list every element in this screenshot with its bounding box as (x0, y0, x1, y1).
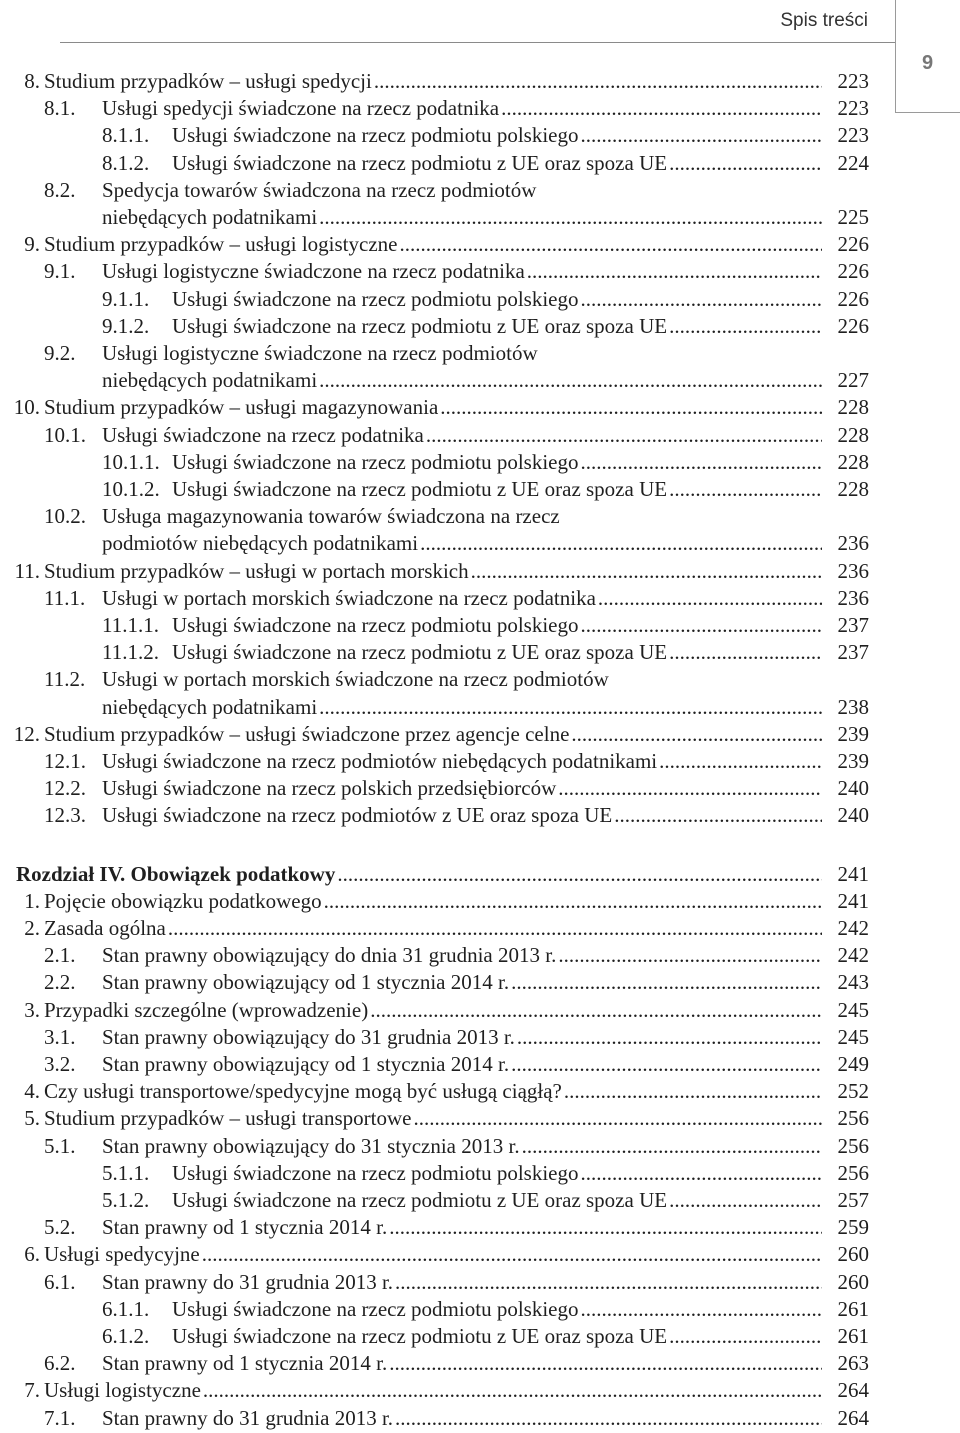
dot-leader (571, 721, 822, 748)
toc-entry-title: Usługi świadczone na rzecz podmiotu z UE oraz spoza UE (172, 1188, 668, 1212)
toc-entry-title-group (102, 204, 826, 231)
toc-entry[interactable] (0, 1296, 960, 1323)
toc-entry-page: 242 (837, 916, 869, 940)
dot-leader (399, 231, 822, 258)
toc-entry-number: 6.2. (44, 1351, 76, 1376)
toc-entry[interactable] (0, 639, 960, 666)
toc-entry-title: Studium przypadków – usługi magazynowania (44, 395, 439, 420)
toc-entry-title-group (102, 666, 826, 693)
toc-entry-title: Studium przypadków – usługi świadczone przez agencje celne (44, 721, 570, 746)
toc-entry[interactable] (0, 1051, 960, 1078)
toc-entry-title: Studium przypadków – usługi logistyczne (44, 232, 398, 257)
toc-entry-page: 226 (837, 286, 869, 311)
dot-leader (413, 1105, 822, 1132)
toc-entry-number: 4. (24, 1079, 40, 1104)
toc-entry[interactable] (0, 1133, 960, 1160)
toc-entry-title: Usługi świadczone na rzecz podmiotu z UE oraz spoza UE (172, 640, 668, 665)
toc-entry-number: 10.1.1. (102, 449, 160, 474)
toc-entry-title: Stan prawny obowiązujący do 31 grudnia 2013 r. (102, 1024, 515, 1049)
toc-entry[interactable] (0, 150, 960, 177)
toc-entry-title-group (102, 340, 826, 367)
toc-entry-title-group (102, 694, 826, 721)
dot-leader (374, 68, 822, 95)
toc-entry-page: 228 (837, 449, 869, 474)
toc-entry-number: 11.2. (44, 667, 86, 692)
toc-entry-number: 5.1.1. (102, 1160, 150, 1185)
toc-entry-number: 11.1.2. (102, 640, 159, 665)
toc-entry[interactable] (0, 1214, 960, 1241)
toc-entry-page: 223 (837, 69, 869, 93)
dot-leader (440, 394, 822, 421)
toc-entry-page: 245 (837, 997, 869, 1022)
toc-entry-title-group (102, 775, 826, 802)
toc-entry-number: 2.2. (44, 970, 76, 995)
toc-entry-page: 238 (837, 694, 869, 719)
toc-entry-title: Studium przypadków – usługi w portach morskich (44, 558, 469, 583)
dot-leader (319, 694, 822, 721)
toc-entry-page: 263 (837, 1351, 869, 1376)
toc-entry-title: Spedycja towarów świadczona na rzecz podmiotów (102, 177, 537, 202)
toc-entry-page: 227 (837, 368, 869, 393)
toc-entry-title-group (44, 231, 826, 258)
toc-entry-title-group (102, 258, 826, 285)
toc-entry-title-group (102, 1350, 826, 1377)
toc-entry-title: Usługi świadczone na rzecz podmiotów niebędących podatnikami (102, 749, 658, 773)
dot-leader (669, 639, 822, 666)
toc-entry-page: 226 (837, 313, 869, 338)
toc-entry-number: 11.1.1. (102, 613, 159, 637)
toc-entry-title: Usługi świadczone na rzecz podmiotu polskiego (172, 123, 579, 148)
toc-entry-number: 11. (14, 558, 40, 583)
dot-leader (580, 1296, 822, 1323)
toc-entry-title: Usługi świadczone na rzecz podmiotu polskiego (172, 1296, 579, 1321)
toc-entry-number: 11.1. (44, 585, 86, 610)
dot-leader (202, 1241, 822, 1268)
toc-entry-page: 259 (837, 1215, 869, 1240)
toc-entry-page: 223 (837, 96, 869, 121)
dot-leader (659, 748, 822, 775)
dot-leader (395, 1405, 822, 1432)
toc-entry-number: 8. (24, 69, 40, 93)
toc-entry[interactable] (0, 1241, 960, 1268)
toc-entry-number: 9.1.2. (102, 313, 150, 338)
dot-leader (426, 422, 822, 449)
toc-entry-title: Stan prawny obowiązujący od 1 stycznia 2014 r. (102, 1052, 510, 1076)
toc-entry-title: Usługi świadczone na rzecz podmiotu polskiego (172, 449, 579, 474)
toc-entry[interactable] (0, 286, 960, 313)
toc-entry-title: Stan prawny obowiązujący do dnia 31 grudnia 2013 r. (102, 943, 557, 968)
toc-entry-title-group (44, 1241, 826, 1268)
toc-entry-title-group (102, 422, 826, 449)
dot-leader (319, 367, 822, 394)
dot-leader (203, 1377, 822, 1404)
dot-leader (517, 1024, 822, 1051)
toc-entry-page: 260 (837, 1269, 869, 1294)
toc-entry-title-group (102, 530, 826, 557)
dot-leader (558, 775, 822, 802)
toc-entry-title: Usługi świadczone na rzecz podmiotu polskiego (172, 286, 579, 311)
toc-entry-title: podmiotów niebędących podatnikami (102, 531, 419, 556)
dot-leader (527, 258, 822, 285)
dot-leader (580, 449, 822, 476)
toc-entry-number: 3. (24, 997, 40, 1022)
dot-leader (168, 915, 822, 942)
toc-entry[interactable] (0, 915, 960, 942)
toc-entry-title: Stan prawny od 1 stycznia 2014 r. (102, 1351, 388, 1376)
toc-entry-page: 228 (837, 422, 869, 447)
toc-entry-title-group (102, 95, 826, 122)
toc-entry-title: Usługa magazynowania towarów świadczona na rzecz (102, 504, 560, 529)
toc-entry-page: 243 (837, 970, 869, 995)
dot-leader (669, 313, 822, 340)
toc-entry-number: 12.2. (44, 776, 86, 801)
toc-entry[interactable] (0, 775, 960, 802)
toc-entry-number: 1. (24, 888, 40, 913)
toc-entry-title-group (44, 1078, 826, 1105)
toc-entry-title: Usługi logistyczne świadczone na rzecz podatnika (102, 259, 525, 284)
toc-entry[interactable] (0, 340, 960, 367)
toc-entry-page: 252 (837, 1079, 869, 1104)
toc-entry[interactable] (0, 969, 960, 996)
toc-entry-title: Pojęcie obowiązku podatkowego (44, 888, 322, 913)
dot-leader (522, 1133, 822, 1160)
toc-entry-title: Usługi świadczone na rzecz podmiotu z UE oraz spoza UE (172, 313, 668, 338)
toc-entry[interactable] (0, 1187, 960, 1214)
toc-entry-title: Usługi logistyczne świadczone na rzecz podmiotów (102, 341, 538, 365)
toc-entry-number: 6.1.1. (102, 1296, 150, 1321)
toc-entry-title: niebędących podatnikami (102, 205, 318, 229)
toc-entry[interactable] (0, 177, 960, 204)
toc-entry-title: Usługi świadczone na rzecz podmiotu polskiego (172, 613, 579, 637)
toc-entry-title-group (44, 721, 826, 748)
toc-entry-title-group (102, 802, 826, 829)
toc-entry[interactable] (0, 1160, 960, 1187)
toc-entry-page: 226 (837, 232, 869, 257)
dot-leader (558, 942, 822, 969)
toc-entry[interactable] (0, 1405, 960, 1432)
toc-entry-title-group (44, 1105, 826, 1132)
toc-entry-title: Usługi w portach morskich świadczone na rzecz podmiotów (102, 667, 609, 692)
toc-entry-page: 242 (837, 943, 869, 968)
toc-entry-title: Usługi świadczone na rzecz podmiotu polskiego (172, 1160, 579, 1185)
dot-leader (580, 1160, 822, 1187)
toc-entry-number: 2.1. (44, 943, 76, 968)
toc-entry-title: niebędących podatnikami (102, 368, 318, 393)
dot-leader (511, 969, 822, 996)
toc-entry-page: 260 (837, 1242, 869, 1267)
toc-entry-number: 3.2. (44, 1052, 76, 1076)
toc-entry-title: Usługi świadczone na rzecz podatnika (102, 422, 424, 447)
toc-entry-title: Usługi w portach morskich świadczone na rzecz podatnika (102, 585, 596, 610)
toc-entry-title-group (102, 1051, 826, 1078)
toc-entry-number: 10. (13, 395, 40, 420)
toc-entry-title-group (44, 915, 826, 942)
toc-entry-page: 261 (837, 1296, 869, 1321)
toc-entry[interactable] (0, 1350, 960, 1377)
dot-leader (501, 95, 822, 122)
toc-entry-title: Stan prawny do 31 grudnia 2013 r. (102, 1405, 394, 1430)
toc-entry-page: 236 (837, 558, 869, 583)
toc-entry-title-group (44, 68, 826, 95)
toc-entry-title-group (172, 1187, 826, 1214)
toc-entry-title-group (102, 1269, 826, 1296)
toc-entry-number: 3.1. (44, 1024, 76, 1049)
toc-entry-title-group (102, 585, 826, 612)
page-number: 9 (921, 52, 934, 74)
toc-entry-number: 5.2. (44, 1215, 76, 1240)
toc-entry-title-group (172, 313, 826, 340)
toc-entry-title-group (44, 558, 826, 585)
toc-entry-title-group (172, 1296, 826, 1323)
toc-entry-title: Czy usługi transportowe/spedycyjne mogą być usługą ciągłą? (44, 1079, 562, 1104)
toc-entry[interactable] (0, 1078, 960, 1105)
toc-entry[interactable] (0, 422, 960, 449)
toc-entry[interactable] (0, 367, 960, 394)
toc-entry-title-group (102, 1214, 826, 1241)
toc-entry-title-group (102, 367, 826, 394)
toc-entry-page: 261 (837, 1324, 869, 1348)
toc-entry-number: 12.3. (44, 803, 86, 828)
toc-entry-title-group (172, 476, 826, 503)
toc-entry-title-group (102, 1024, 826, 1051)
toc-entry-title: Usługi świadczone na rzecz podmiotu z UE oraz spoza UE (172, 1324, 668, 1348)
dot-leader (389, 1214, 822, 1241)
toc-entry[interactable] (0, 313, 960, 340)
toc-entry[interactable] (0, 612, 960, 639)
dot-leader (395, 1269, 822, 1296)
dot-leader (580, 122, 822, 149)
toc-entry-number: 8.1.1. (102, 123, 150, 148)
toc-entry-title: Usługi świadczone na rzecz podmiotu z UE oraz spoza UE (172, 150, 668, 175)
toc-entry-page: 240 (837, 803, 869, 828)
toc-entry-number: 5. (24, 1106, 40, 1131)
toc-entry[interactable] (0, 802, 960, 829)
toc-entry-title-group (102, 942, 826, 969)
toc-entry[interactable] (0, 888, 960, 915)
running-header-title: Spis treści (780, 10, 868, 31)
dot-leader (614, 802, 822, 829)
toc-entry-page: 257 (837, 1188, 869, 1212)
toc-entry-title-group (172, 150, 826, 177)
toc-entry[interactable] (0, 1105, 960, 1132)
toc-entry[interactable] (0, 997, 960, 1024)
toc-entry[interactable] (0, 1323, 960, 1350)
toc-entry-title: Stan prawny obowiązujący od 1 stycznia 2014 r. (102, 970, 510, 995)
toc-entry-title: Usługi logistyczne (44, 1378, 201, 1403)
toc-entry-number: 9.2. (44, 341, 76, 365)
toc-entry[interactable] (0, 748, 960, 775)
toc-entry-page: 228 (837, 395, 869, 420)
toc-entry[interactable] (0, 1269, 960, 1296)
toc-entry-number: 9.1. (44, 259, 76, 284)
toc-entry-number: 12.1. (44, 749, 86, 773)
dot-leader (420, 530, 822, 557)
toc-entry-title: Stan prawny od 1 stycznia 2014 r. (102, 1215, 388, 1240)
toc-entry-number: 7.1. (44, 1405, 76, 1430)
toc-entry[interactable] (0, 231, 960, 258)
toc-entry-title-group (172, 286, 826, 313)
toc-entry-title: Stan prawny do 31 grudnia 2013 r. (102, 1269, 394, 1294)
toc-entry-page: 249 (837, 1052, 869, 1076)
toc-entry-title-group (44, 997, 826, 1024)
dot-leader (319, 204, 822, 231)
toc-entry[interactable] (0, 449, 960, 476)
dot-leader (669, 1187, 822, 1214)
toc-entry-title-group (102, 969, 826, 996)
toc-entry-number: 8.1.2. (102, 150, 150, 175)
toc-entry-page: 225 (837, 205, 869, 229)
toc-entry-page: 223 (837, 123, 869, 148)
toc-entry-title: Zasada ogólna (44, 916, 166, 940)
toc-entry-number: 6. (24, 1242, 40, 1267)
toc-entry-page: 240 (837, 776, 869, 801)
toc-entry[interactable] (0, 1377, 960, 1404)
toc-entry[interactable] (0, 122, 960, 149)
toc-entry-page: 237 (837, 613, 869, 637)
dot-leader (324, 888, 822, 915)
toc-entry-title: Usługi spedycyjne (44, 1242, 200, 1267)
toc-entry-title-group (172, 1323, 826, 1350)
toc-entry-title-group (102, 1405, 826, 1432)
toc-entry-page: 237 (837, 640, 869, 665)
toc-entry-title-group (102, 177, 826, 204)
toc-entry-title: Studium przypadków – usługi transportowe (44, 1106, 412, 1131)
toc-entry[interactable] (0, 942, 960, 969)
toc-entry-number: 5.1.2. (102, 1188, 150, 1212)
toc-entry-page: 236 (837, 531, 869, 556)
toc-entry[interactable] (0, 503, 960, 530)
toc-entry-page: 256 (837, 1106, 869, 1131)
toc-entry[interactable] (0, 861, 960, 888)
toc-entry[interactable] (0, 530, 960, 557)
toc-entry[interactable] (0, 1024, 960, 1051)
toc-entry-number: 10.1. (44, 422, 86, 447)
dot-leader (337, 861, 822, 888)
toc-entry-title: Usługi spedycji świadczone na rzecz podatnika (102, 96, 500, 121)
toc-entry-number: 9.1.1. (102, 286, 150, 311)
toc-entry-page: 245 (837, 1024, 869, 1049)
toc-entry-title: Usługi świadczone na rzecz podmiotu z UE oraz spoza UE (172, 477, 668, 501)
toc-entry-page: 241 (837, 861, 869, 886)
toc-entry-page: 239 (837, 721, 869, 746)
toc-entry-title-group (102, 503, 826, 530)
toc-entry-title: Stan prawny obowiązujący do 31 stycznia 2013 r. (102, 1133, 520, 1158)
dot-leader (669, 1323, 822, 1350)
toc-entry[interactable] (0, 394, 960, 421)
dot-leader (389, 1350, 822, 1377)
toc-entry-number: 7. (24, 1378, 40, 1403)
toc-entry-page: 228 (837, 477, 869, 501)
toc-entry-page: 236 (837, 585, 869, 610)
dot-leader (564, 1078, 822, 1105)
toc-entry-page: 256 (837, 1160, 869, 1185)
toc-entry[interactable] (0, 694, 960, 721)
toc-entry[interactable] (0, 666, 960, 693)
toc-entry-number: 5.1. (44, 1133, 76, 1158)
toc-entry-title-group (172, 449, 826, 476)
dot-leader (580, 612, 822, 639)
toc-entry-page: 239 (837, 749, 869, 773)
toc-entry-page: 264 (837, 1378, 869, 1403)
toc-entry[interactable] (0, 68, 960, 95)
toc-entry-title-group (44, 394, 826, 421)
toc-entry-title-group (102, 748, 826, 775)
toc-entry-page: 241 (837, 888, 869, 913)
toc-entry-number: 10.1.2. (102, 477, 160, 501)
dot-leader (580, 286, 822, 313)
toc-entry-page: 256 (837, 1133, 869, 1158)
dot-leader (669, 150, 822, 177)
toc-entry-number: 10.2. (44, 504, 86, 529)
toc-entry-number: 9. (24, 232, 40, 257)
toc-entry-title: Usługi świadczone na rzecz polskich przedsiębiorców (102, 776, 557, 801)
toc-entry[interactable] (0, 258, 960, 285)
toc-entry-title: Przypadki szczególne (wprowadzenie) (44, 997, 369, 1022)
toc-entry-number: 6.1.2. (102, 1324, 150, 1348)
dot-leader (669, 476, 822, 503)
toc-entry-page: 264 (837, 1405, 869, 1430)
toc-entry[interactable] (0, 721, 960, 748)
toc-entry-number: 12. (13, 721, 40, 746)
toc-entry-title-group (102, 1133, 826, 1160)
toc-entry-title-group (172, 639, 826, 666)
toc-entry-number: 2. (24, 916, 40, 940)
dot-leader (511, 1051, 822, 1078)
toc-entry-page: 226 (837, 259, 869, 284)
toc-entry[interactable] (0, 558, 960, 585)
toc-entry-title: Studium przypadków – usługi spedycji (44, 69, 372, 93)
toc-entry-number: 6.1. (44, 1269, 76, 1294)
toc-entry-title: Usługi świadczone na rzecz podmiotów z UE oraz spoza UE (102, 803, 613, 828)
toc-entry[interactable] (0, 585, 960, 612)
toc-entry-title-group (172, 612, 826, 639)
toc-entry-title-group (172, 122, 826, 149)
toc-entry[interactable] (0, 476, 960, 503)
toc-entry[interactable] (0, 95, 960, 122)
toc-entry-number: 8.2. (44, 177, 76, 202)
toc-entry-title-group (44, 888, 826, 915)
dot-leader (471, 558, 822, 585)
toc-entry-title: niebędących podatnikami (102, 694, 318, 719)
dot-leader (370, 997, 822, 1024)
toc-entry-title: Rozdział IV. Obowiązek podatkowy (16, 861, 336, 886)
toc-entry-page: 224 (837, 150, 869, 175)
toc-entry-title-group (172, 1160, 826, 1187)
dot-leader (598, 585, 822, 612)
header-rule (60, 42, 895, 43)
toc-entry[interactable] (0, 204, 960, 231)
toc-entry-number: 8.1. (44, 96, 76, 121)
toc-entry-title-group (16, 861, 826, 888)
toc-entry-title-group (44, 1377, 826, 1404)
